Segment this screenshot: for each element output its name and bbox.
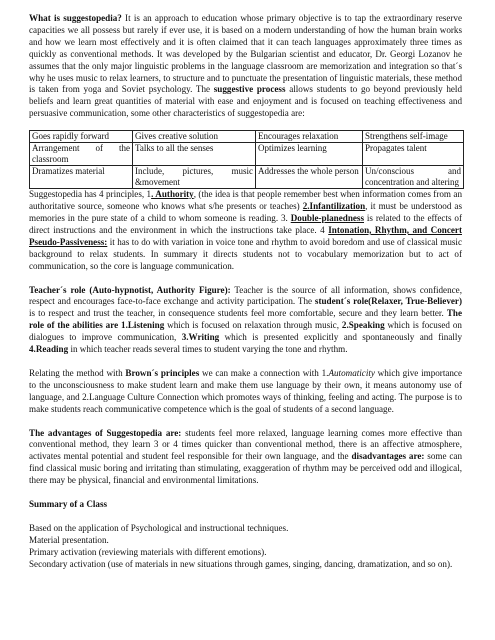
list-item: Based on the application of Psychological and instructional techniques. bbox=[29, 523, 289, 533]
table-cell: Dramatizes material bbox=[30, 166, 133, 189]
principles-paragraph: Suggestopedia has 4 principles, 1. Authority, (the idea is that people remember best when information comes from an authoritative source, someone who knows what s/he presents or teaches) 2.Infantilization, it must be understood as memories in the pure state of a child to whom someone is reading. 3. Double-planedness is related to the effects of direct instructions and the environment in which the instructions take place. 4 Intonation, Rhythm, and Concert Pseudo-Passiveness: it has to do with variation in voice tone and rhythm to avoid boredom and use of classical music background to relax students. In summary it directs students not to vocabulary memorization but to act of communication, so the core is language communication. bbox=[29, 189, 462, 271]
characteristics-table bbox=[29, 130, 464, 189]
table-row bbox=[30, 166, 464, 189]
table-cell: Un/conscious and concentration and altering bbox=[363, 166, 464, 189]
table-cell: Encourages relaxation bbox=[256, 131, 363, 143]
table-cell: Strengthens self-image bbox=[363, 131, 464, 143]
brown-principles-paragraph: Relating the method with Brown´s principles we can make a connection with 1.Automaticity which give importance to the unconsciousness to make student learn and make them use language by their own, it means autonomy use of language, and 2.Language Culture Connection which promotes ways of thinking, feeling and acting. The purpose is to make students reach communicative competence which is the goal of students of a second language. bbox=[29, 367, 462, 414]
table-cell: Optimizes learning bbox=[256, 143, 363, 166]
infantilization-term: 2.Infantilization bbox=[302, 201, 366, 212]
summary-heading: Summary of a Class bbox=[29, 499, 108, 510]
suggestive-process-term: suggestive process bbox=[213, 84, 286, 95]
table-row bbox=[30, 143, 464, 166]
list-item: Material presentation. bbox=[29, 534, 109, 545]
table-row bbox=[30, 131, 464, 143]
double-planedness-term: Double-planedness bbox=[290, 212, 364, 223]
table-cell: Include, pictures, music &movement bbox=[133, 166, 256, 189]
authority-term: . Authority bbox=[151, 189, 194, 200]
intonation-term: Intonation, Rhythm, and Concert Pseudo-Passiveness: bbox=[29, 224, 462, 247]
advantages-paragraph: The advantages of Suggestopedia are: students feel more relaxed, language learning comes more effective than conventional method, they learn 3 or 4 times quicker than conventional method, there is an affective atmosphere, activates mental potential and student feel responsible for their own language, and the disadvantages are: some can find classical music boring and irritating than stimulating, exaggeration of rhythm may be perceived odd and illogical, there may be physical, financial and environmental limitations. bbox=[29, 427, 462, 486]
table-cell: Addresses the whole person bbox=[256, 166, 363, 189]
intro-paragraph: What is suggestopedia? It is an approach to education whose primary objective is to tap the extraordinary reserve capacities we all possess but rarely if ever use, it is based on a modern understanding of how the human brain works and how we learn most effectively and it is often claimed that it can teach languages approximately three times as quickly as conventional methods. It was developed by the Bulgarian scientist and educator, Dr. Georgi Lozanov he assumes that the only major linguistic problems in the language classroom are memorization and integration so that´s why he uses music to relax learners, to structure and to punctuate the presentation of linguistic materials, these method is taken from yoga and Soviet psychology. The suggestive process allows students to go beyond previously held beliefs and learn great quantities of material with ease and enjoyment and is focused on teaching effectiveness and persuasive communication, some other characteristics of suggestopedia are: bbox=[29, 13, 462, 119]
table-cell: Talks to all the senses bbox=[133, 143, 256, 166]
table-cell: Propagates talent bbox=[363, 143, 464, 166]
table-cell: Goes rapidly forward bbox=[30, 131, 133, 143]
table-cell: Gives creative solution bbox=[133, 131, 256, 143]
list-item: Primary activation (reviewing materials with different emotions). bbox=[29, 546, 267, 557]
table-cell: Arrangement of the classroom bbox=[30, 143, 133, 166]
intro-heading: What is suggestopedia? bbox=[29, 13, 122, 23]
list-item: Secondary activation (use of materials in new situations through games, singing, dancing, dramatization, and so on). bbox=[29, 558, 453, 569]
teacher-role-paragraph: Teacher´s role (Auto-hypnotist, Authority Figure): Teacher is the source of all information, shows confidence, respect and encourages face-to-face exchange and activity participation. The student´s role(Relaxer, True-Believer) is to respect and trust the teacher, in consequence students feel more comfortable, secure and they learn better. The role of the abilities are 1.Listening which is focused on relaxation through music, 2.Speaking which is focused on dialogues to improve communication, 3.Writing which is presented explicitly and spontaneously and finally 4.Reading in which teacher reads several times to student varying the tone and rhythm. bbox=[29, 284, 462, 355]
